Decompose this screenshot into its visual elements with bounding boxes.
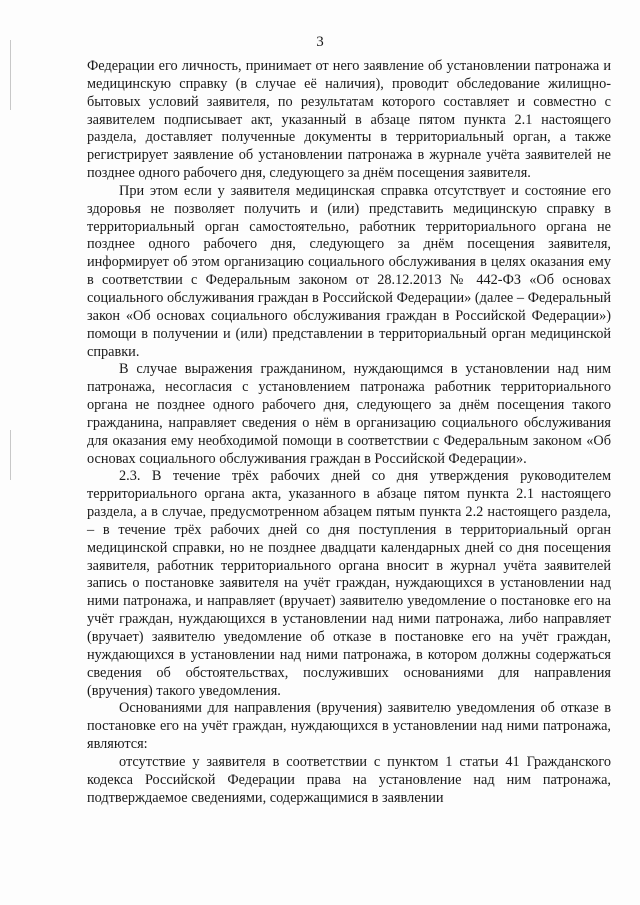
paragraph-ground-1: отсутствие у заявителя в соответствии с пунктом 1 статьи 41 Гражданского кодекса Российской Федерации права на установление над ним патронажа, подтверждаемое сведениями, содержащимися в заявлении (87, 753, 611, 806)
paragraph-medical-certificate: При этом если у заявителя медицинская справка отсутствует и состояние его здоровья не позволяет получить и (или) представить медицинскую справку в территориальный орган самостоятельно, работник территориального органа не позднее одного рабочего дня, следующего за днём посещения заявителя, информирует об этом организацию социального обслуживания в целях оказания ему в соответствии с Федеральным законом от 28.12.2013 № 442-ФЗ «Об основах социального обслуживания граждан в Российской Федерации» (далее – Федеральный закон «Об основах социального обслуживания граждан в Российской Федерации») помощи в получении и (или) представлении в территориальный орган медицинской справки. (87, 182, 611, 360)
page-number: 3 (316, 34, 324, 50)
paragraph-2-3: 2.3. В течение трёх рабочих дней со дня утверждения руководителем территориального органа акта, указанного в абзаце пятом пункта 2.1 настоящего раздела, а в случае, предусмотренном абзацем пятым пункта 2.2 настоящего раздела, – в течение трёх рабочих дней со дня поступления в территориальный орган медицинской справки, но не позднее двадцати календарных дней со дня посещения заявителя, работник территориального органа вносит в журнал учёта заявителей запись о постановке заявителя на учёт граждан, нуждающихся в установлении над ними патронажа, и направляет (вручает) заявителю уведомление о постановке его на учёт граждан, нуждающихся в установлении над ними патронажа, либо направляет (вручает) заявителю уведомление об отказе в постановке его на учёт граждан, нуждающихся в установлении над ними патронажа, в котором должны содержаться сведения об обстоятельствах, послуживших основаниями для направления (вручения) такого уведомления. (87, 468, 611, 699)
paragraph-grounds-intro: Основаниями для направления (вручения) заявителю уведомления об отказе в постановке его на учёт граждан, нуждающихся в установлении над ними патронажа, являются: (87, 700, 611, 753)
document-body (87, 58, 611, 807)
paragraph-continuation: Федерации его личность, принимает от него заявление об установлении патронажа и медицинскую справку (в случае её наличия), проводит обследование жилищно-бытовых условий заявителя, по результатам которого составляет и совместно с заявителем подписывает акт, указанный в абзаце пятом пункта 2.1 настоящего раздела, доставляет полученные документы в территориальный орган, а также регистрирует заявление об установлении патронажа в журнале учёта заявителей не позднее одного рабочего дня, следующего за днём посещения заявителя. (87, 58, 611, 182)
scan-edge-mark (10, 430, 11, 480)
paragraph-disagreement: В случае выражения гражданином, нуждающимся в установлении над ним патронажа, несогласия с установлением патронажа работник территориального органа не позднее одного рабочего дня, следующего за днём посещения такого гражданина, направляет сведения о нём в организацию социального обслуживания для оказания ему необходимой помощи в соответствии с Федеральным законом «Об основах социального обслуживания граждан в Российской Федерации». (87, 361, 611, 467)
